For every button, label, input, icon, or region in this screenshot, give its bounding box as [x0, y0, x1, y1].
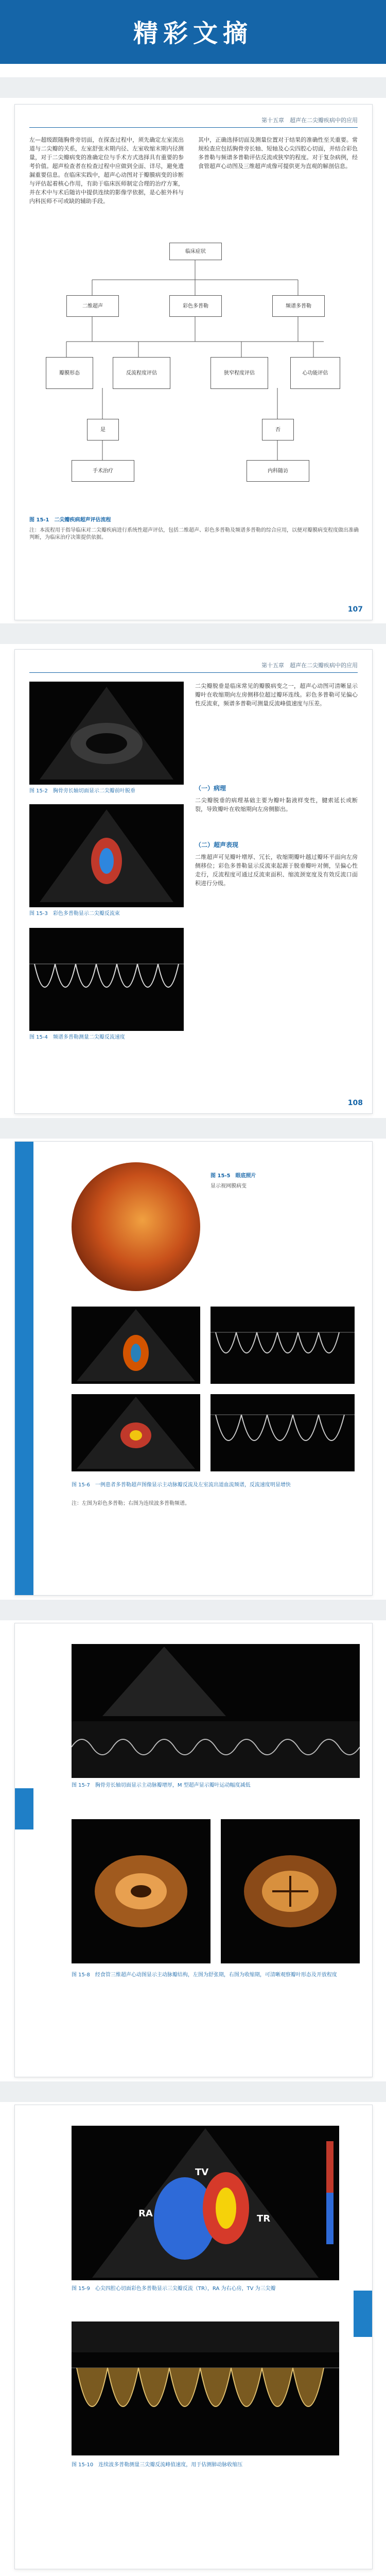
doppler-image-1	[72, 1307, 200, 1384]
figure-note: 注：本流程用于指导临床对二尖瓣疾病进行系统性超声评估，包括二维超声、彩色多普勒及频谱多普勒的综合应用，以便对瓣膜病变程度做出准确判断，为临床治疗决策提供依据。	[29, 528, 359, 540]
figure-subcaption: 显示视网膜病变	[210, 1183, 247, 1189]
flow-node-top: 临床症状	[169, 243, 222, 260]
body-text: 二尖瓣脱垂的病理基础主要为瓣叶黏液样变性，腱索延长或断裂，导致瓣叶在收缩期向左房侧膨出。	[195, 797, 358, 812]
figure-caption: 图 15-8 经食管三维超声心动图显示主动脉瓣结构，左图为舒张期，右图为收缩期，可清晰观察瓣叶形态及开放程度	[72, 1972, 337, 1978]
doppler-image-3	[72, 1394, 200, 1471]
echo-tr-image	[72, 2126, 339, 2280]
tee-3d-image-right	[221, 1819, 360, 1963]
figure-caption: 图 15-7 胸骨旁长轴切面显示主动脉瓣增厚，M 型超声显示瓣叶运动幅度减低	[72, 1783, 251, 1788]
flow-node-morphology: 瓣膜形态	[46, 357, 93, 389]
fundus-photo	[72, 1162, 200, 1291]
running-head: 第十五章 超声在二尖瓣疾病中的应用	[261, 117, 358, 124]
side-accent-tab	[354, 2291, 372, 2337]
book-page-5	[14, 2105, 373, 2569]
page-gap	[0, 1600, 386, 1620]
flowchart	[46, 239, 344, 506]
header-rule	[29, 672, 358, 673]
page-gap	[0, 1118, 386, 1139]
doppler-image-4	[210, 1394, 355, 1471]
side-accent-tab	[15, 1788, 33, 1829]
section-heading: （一）病理	[195, 785, 226, 792]
flow-node-no: 否	[262, 419, 294, 440]
tee-3d-image-left	[72, 1819, 210, 1963]
figure-note: 注：左图为彩色多普勒；右图为连续波多普勒频谱。	[72, 1501, 190, 1506]
book-page-2	[14, 649, 373, 1114]
running-head: 第十五章 超声在二尖瓣疾病中的应用	[261, 662, 358, 669]
section-heading: （二）超声表现	[195, 841, 239, 849]
header-banner	[0, 0, 386, 64]
body-text: 二尖瓣脱垂是临床常见的瓣膜病变之一，超声心动图可清晰显示瓣叶在收缩期向左房侧移位超过瓣环连线。彩色多普勒可见偏心性反流束，频谱多普勒可测量反流峰值速度与压差。	[195, 683, 358, 707]
page-number: 108	[347, 1099, 363, 1107]
figure-caption: 图 15-3 彩色多普勒显示二尖瓣反流束	[29, 911, 120, 917]
body-text-left: 左—超级跟随胸骨旁切面，在探查过程中，须先确定左室流出道与二尖瓣的关系，左室舒张末期内径、左室收缩末期内径测量，对于二尖瓣病变的准确定位与手术方式选择具有重要的参考价值。超声检查者在检查过程中应做到全面、详尽，避免遗漏重要信息。在临床实践中，超声心动图对于瓣膜病变的诊断与评估起着核心作用，有助于临床医师制定合理的治疗方案，并在术中与术后随访中提供连续的影像学依据，是心脏外科与内科医师不可或缺的辅助手段。	[29, 137, 184, 205]
book-page-1	[14, 104, 373, 620]
echo-image-plax	[29, 682, 184, 785]
figure-caption: 图 15-10 连续波多普勒测量三尖瓣反流峰值速度，用于估测肺动脉收缩压	[72, 2462, 243, 2468]
label-tr: TR	[257, 2213, 271, 2224]
page-number: 107	[347, 605, 363, 614]
page-gap	[0, 623, 386, 644]
body-text-right: 其中，正确选择切面及测量位置对于结果的准确性至关重要。常规检查应包括胸骨旁长轴、短轴及心尖四腔心切面，并结合彩色多普勒与频谱多普勒评估反流或狭窄的程度。对于复杂病例，经食管超声心动图及三维超声成像可提供更为直观的解剖信息。	[198, 137, 358, 170]
book-page-4	[14, 1623, 373, 2077]
header-rule	[29, 127, 358, 128]
flow-node-stenosis: 狭窄程度评估	[210, 357, 268, 389]
flow-node-surgery: 手术治疗	[72, 460, 134, 482]
figure-caption: 图 15-1 二尖瓣疾病超声评估流程	[29, 517, 111, 523]
flow-node-2d: 二维超声	[66, 295, 119, 317]
page-title: 精彩文摘	[133, 19, 253, 48]
doppler-image-2	[210, 1307, 355, 1384]
flow-node-yes: 是	[87, 419, 119, 440]
flow-node-followup: 内科随访	[247, 460, 309, 482]
figure-caption: 图 15-6 一例患者多普勒超声图像显示主动脉瓣反流及左室流出道血流频谱，反流速度明显增快	[72, 1482, 291, 1488]
flow-node-function: 心功能评估	[290, 357, 340, 389]
flow-node-spectral: 频谱多普勒	[272, 295, 325, 317]
book-page-3	[14, 1141, 373, 1596]
cw-doppler-image	[72, 2321, 339, 2455]
page-gap	[0, 77, 386, 98]
side-accent-bar	[15, 1142, 33, 1595]
mmode-image	[72, 1644, 360, 1778]
figure-caption: 图 15-2 胸骨旁长轴切面显示二尖瓣前叶脱垂	[29, 788, 135, 794]
flow-node-color: 彩色多普勒	[169, 295, 222, 317]
figure-caption: 图 15-9 心尖四腔心切面彩色多普勒显示三尖瓣反流（TR），RA 为右心房，TV 为三尖瓣	[72, 2286, 276, 2292]
flow-node-regurg: 反流程度评估	[113, 357, 170, 389]
figure-caption: 图 15-5 眼底照片	[210, 1173, 256, 1179]
body-text: 二维超声可见瓣叶增厚、冗长，收缩期瓣叶越过瓣环平面向左房侧移位；彩色多普勒显示反流束起源于脱垂瓣叶对侧，呈偏心性走行，反流程度可通过反流束面积、缩流颈宽度及有效反流口面积进行分级。	[195, 854, 358, 887]
page-gap	[0, 2081, 386, 2102]
label-ra: RA	[138, 2208, 153, 2219]
echo-image-color	[29, 804, 184, 907]
figure-caption: 图 15-4 频谱多普勒测量二尖瓣反流速度	[29, 1035, 125, 1040]
echo-image-doppler	[29, 928, 184, 1031]
label-tv: TV	[195, 2167, 209, 2178]
